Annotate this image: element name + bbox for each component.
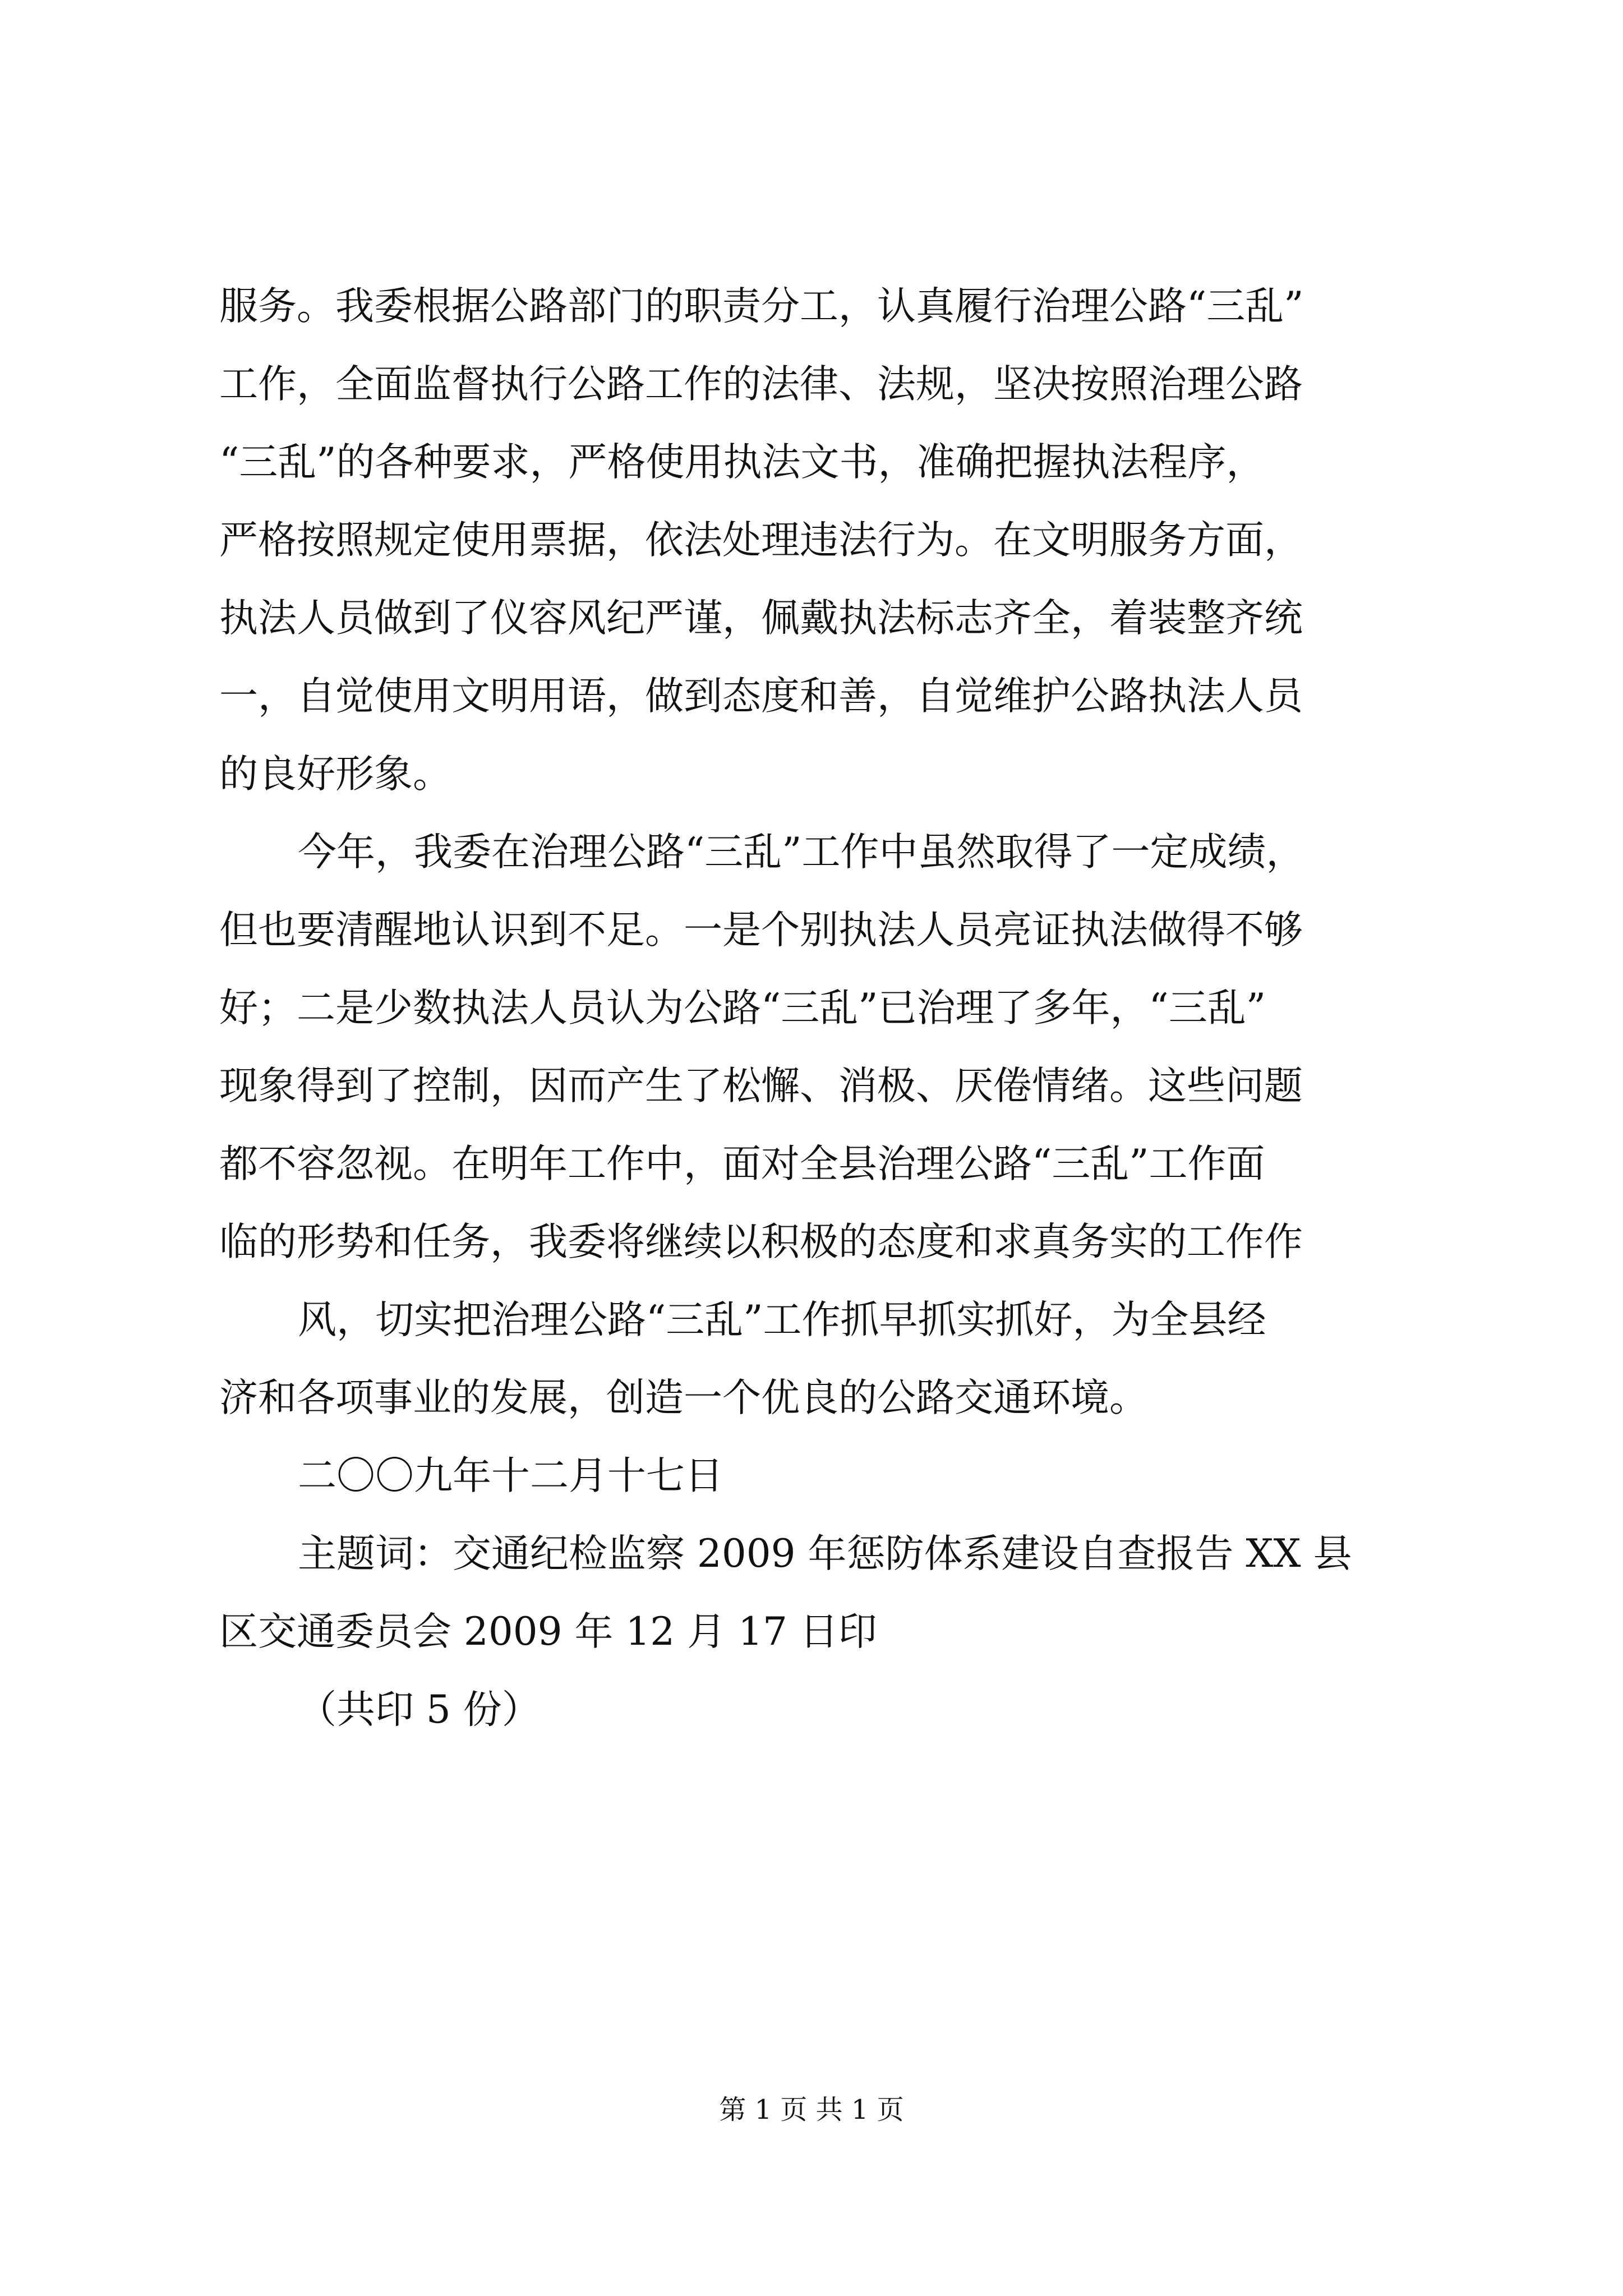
text-line-10: 好；二是少数执法人员认为公路“三乱”已治理了多年，“三乱” <box>219 986 1266 1030</box>
text-line-8: 今年，我委在治理公路“三乱”工作中虽然取得了一定成绩， <box>298 830 1305 875</box>
copies-line: （共印 5 份） <box>298 1687 541 1732</box>
text-line-5: 执法人员做到了仪容风纪严谨，佩戴执法标志齐全，着装整齐统 <box>219 596 1303 641</box>
keywords-line-1: 主题词：交通纪检监察 2009 年惩防体系建设自查报告 XX 县 <box>298 1531 1352 1576</box>
date-line: 二〇〇九年十二月十七日 <box>298 1453 723 1498</box>
text-line-2: 工作，全面监督执行公路工作的法律、法规，坚决按照治理公路 <box>219 362 1303 407</box>
text-line-11: 现象得到了控制，因而产生了松懈、消极、厌倦情绪。这些问题 <box>219 1064 1303 1108</box>
text-line-1: 服务。我委根据公路部门的职责分工，认真履行治理公路“三乱” <box>219 284 1304 329</box>
text-line-6: 一，自觉使用文明用语，做到态度和善，自觉维护公路执法人员 <box>219 674 1303 719</box>
text-line-7: 的良好形象。 <box>219 752 451 797</box>
keywords-line-2: 区交通委员会 2009 年 12 月 17 日印 <box>219 1609 877 1654</box>
page-footer: 第 1 页 共 1 页 <box>719 2094 904 2125</box>
text-line-15: 济和各项事业的发展，创造一个优良的公路交通环境。 <box>219 1375 1148 1420</box>
text-line-9: 但也要清醒地认识到不足。一是个别执法人员亮证执法做得不够 <box>219 908 1303 953</box>
text-line-3: “三乱”的各种要求，严格使用执法文书，准确把握执法程序， <box>219 440 1265 485</box>
text-line-4: 严格按照规定使用票据，依法处理违法行为。在文明服务方面， <box>219 518 1303 563</box>
text-line-13: 临的形势和任务，我委将继续以积极的态度和求真务实的工作作 <box>219 1220 1303 1264</box>
text-line-14: 风，切实把治理公路“三乱”工作抓早抓实抓好，为全县经 <box>298 1297 1266 1342</box>
text-line-12: 都不容忽视。在明年工作中，面对全县治理公路“三乱”工作面 <box>219 1142 1265 1186</box>
